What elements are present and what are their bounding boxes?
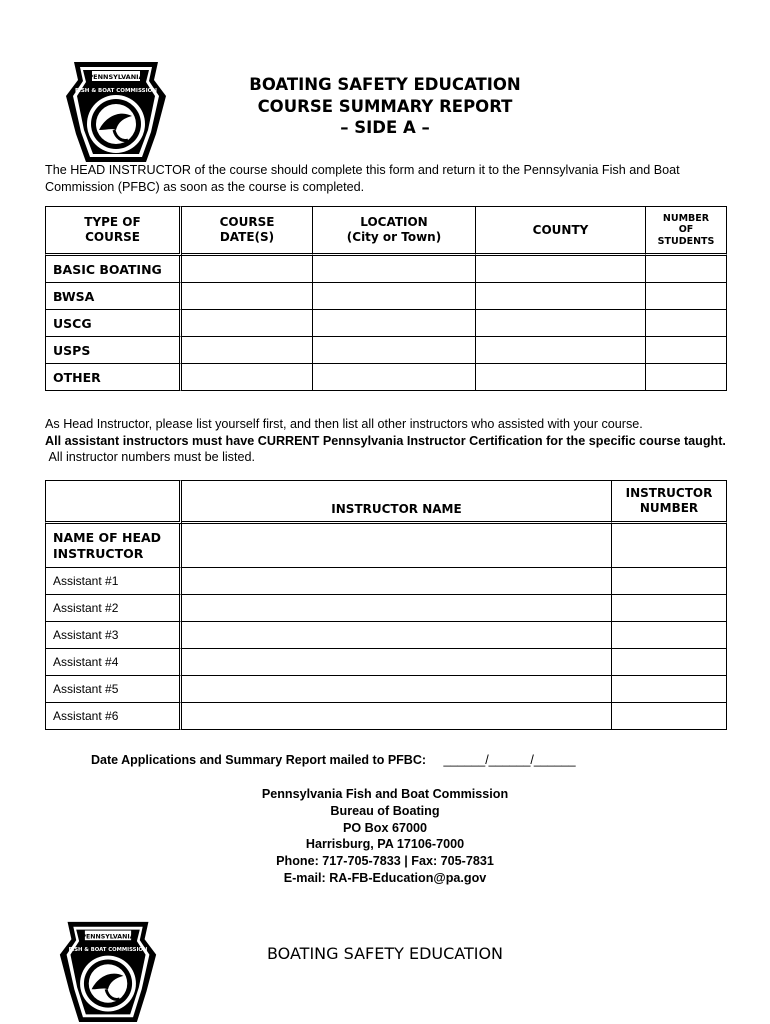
course-table: [45, 206, 727, 391]
course-row: [45, 283, 727, 310]
header-instructor-name: INSTRUCTOR NAME: [182, 480, 612, 524]
header-county: COUNTY: [476, 206, 646, 256]
date-mailed-line: [91, 753, 576, 767]
mailing-address: [185, 786, 585, 887]
course-dates-field[interactable]: [182, 283, 313, 310]
assistant-label: Assistant #3: [45, 622, 182, 649]
county-field[interactable]: [476, 364, 646, 391]
head-instructor-label: NAME OF HEAD INSTRUCTOR: [45, 524, 182, 568]
assistant-name-field[interactable]: [182, 649, 612, 676]
header-location: LOCATION (City or Town): [313, 206, 476, 256]
course-dates-field[interactable]: [182, 310, 313, 337]
assistant-number-field[interactable]: [612, 622, 727, 649]
assistant-row: [45, 622, 727, 649]
address-po-box: PO Box 67000: [342, 820, 427, 835]
assistant-number-field[interactable]: [612, 703, 727, 730]
course-row: [45, 310, 727, 337]
students-field[interactable]: [646, 256, 727, 283]
assistant-name-field[interactable]: [182, 676, 612, 703]
head-instructor-number-field[interactable]: [612, 524, 727, 568]
footer-title: BOATING SAFETY EDUCATION: [266, 944, 504, 963]
course-row: [45, 256, 727, 283]
course-row: [45, 337, 727, 364]
county-field[interactable]: [476, 283, 646, 310]
course-type-label: USPS: [45, 337, 182, 364]
assistant-row: [45, 703, 727, 730]
location-field[interactable]: [313, 283, 476, 310]
date-mailed-field[interactable]: ______/______/______: [443, 753, 576, 767]
assistant-label: Assistant #6: [45, 703, 182, 730]
logo-text-state: PENNSYLVANIA: [81, 933, 135, 941]
county-field[interactable]: [476, 337, 646, 364]
head-instructor-row: [45, 524, 727, 568]
course-type-label: BWSA: [45, 283, 182, 310]
location-field[interactable]: [313, 337, 476, 364]
county-field[interactable]: [476, 256, 646, 283]
intro-text: The HEAD INSTRUCTOR of the course should complete this form and return it to the Pennsylvania Fish and Boat Commission (PFBC) as soon as the course is completed.: [45, 163, 680, 194]
course-type-label: BASIC BOATING: [45, 256, 182, 283]
instructions-certification-note: All assistant instructors must have CURRENT Pennsylvania Instructor Certification for the specific course taught.: [45, 433, 726, 448]
students-field[interactable]: [646, 337, 727, 364]
logo-text-state: PENNSYLVANIA: [88, 73, 144, 81]
address-org: Pennsylvania Fish and Boat Commission: [261, 787, 509, 801]
course-type-label: USCG: [45, 310, 182, 337]
assistant-label: Assistant #4: [45, 649, 182, 676]
location-field[interactable]: [313, 256, 476, 283]
date-mailed-label: Date Applications and Summary Report mailed to PFBC:: [91, 753, 427, 767]
address-phone: Phone: 717-705-7833 | Fax: 705-7831: [276, 854, 494, 869]
address-city: Harrisburg, PA 17106-7000: [305, 837, 465, 852]
title-line-2: COURSE SUMMARY REPORT: [257, 96, 513, 116]
assistant-name-field[interactable]: [182, 703, 612, 730]
students-field[interactable]: [646, 364, 727, 391]
students-field[interactable]: [646, 310, 727, 337]
county-field[interactable]: [476, 310, 646, 337]
course-row: [45, 364, 727, 391]
course-dates-field[interactable]: [182, 364, 313, 391]
assistant-label: Assistant #2: [45, 595, 182, 622]
course-dates-field[interactable]: [182, 256, 313, 283]
header-number-of-students: NUMBER OF STUDENTS: [646, 206, 727, 256]
head-instructor-name-field[interactable]: [182, 524, 612, 568]
assistant-number-field[interactable]: [612, 568, 727, 595]
assistant-row: [45, 568, 727, 595]
pfbc-keystone-logo: [56, 918, 160, 1024]
assistant-number-field[interactable]: [612, 595, 727, 622]
assistant-name-field[interactable]: [182, 622, 612, 649]
header-course-dates: COURSE DATE(S): [182, 206, 313, 256]
header-instructor-number: INSTRUCTOR NUMBER: [612, 480, 727, 524]
assistant-name-field[interactable]: [182, 595, 612, 622]
logo-text-commission: FISH & BOAT COMMISSION: [75, 88, 157, 94]
assistant-row: [45, 595, 727, 622]
instructions-numbers-note: All instructor numbers must be listed.: [48, 450, 255, 464]
assistant-row: [45, 676, 727, 703]
address-email: E-mail: RA-FB-Education@pa.gov: [283, 870, 487, 885]
course-dates-field[interactable]: [182, 337, 313, 364]
assistant-label: Assistant #5: [45, 676, 182, 703]
instructions-line-1: As Head Instructor, please list yourself first, and then list all other instructors who assisted with your course.: [45, 417, 643, 431]
report-title: [200, 74, 570, 139]
title-line-3: – SIDE A –: [340, 118, 430, 137]
assistant-label: Assistant #1: [45, 568, 182, 595]
instructor-table: [45, 480, 727, 730]
location-field[interactable]: [313, 364, 476, 391]
instructor-instructions: [45, 416, 735, 466]
students-field[interactable]: [646, 283, 727, 310]
assistant-name-field[interactable]: [182, 568, 612, 595]
logo-text-commission: FISH & BOAT COMMISSION: [68, 946, 148, 953]
pfbc-keystone-logo: [62, 58, 170, 166]
assistant-number-field[interactable]: [612, 649, 727, 676]
header-type-of-course: TYPE OF COURSE: [45, 206, 182, 256]
location-field[interactable]: [313, 310, 476, 337]
address-bureau: Bureau of Boating: [330, 803, 440, 818]
course-type-label: OTHER: [45, 364, 182, 391]
header-blank: [45, 480, 182, 524]
title-line-1: BOATING SAFETY EDUCATION: [249, 75, 521, 94]
assistant-number-field[interactable]: [612, 676, 727, 703]
assistant-row: [45, 649, 727, 676]
